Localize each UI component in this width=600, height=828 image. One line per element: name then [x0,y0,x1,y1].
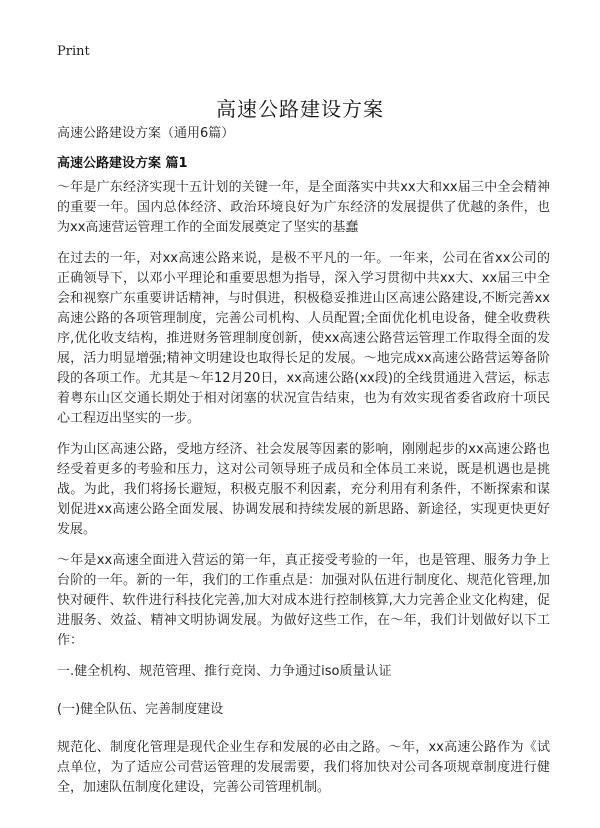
section-heading: 高速公路建设方案 篇1 [57,156,188,171]
paragraph-3: 作为山区高速公路，受地方经济、社会发展等因素的影响，刚刚起步的xx高速公路也经受着更多的考验和压力，这对公司领导班子成员和全体员工来说，既是机遇也是挑战。为此，我们将扬长避短，积极克服不利因素，充分利用有利条件，不断探索和谋划促进xx高速公路全面发展、协调发展和持续发展的新思路、新途径，实现更快更好发展。 [57,442,550,537]
paragraph-5: 规范化、制度化管理是现代企业生存和发展的必由之路。～年，xx高速公路作为《试点单位，为了适应公司营运管理的发展需要，我们将加快对公司各项规章制度进行健全，加速队伍制度化建设，完善公司管理机制。 [57,740,550,795]
document-subtitle: 高速公路建设方案（通用6篇） [57,126,235,141]
paragraph-1: ～年是广东经济实现十五计划的关键一年，是全面落实中共xx大和xx届三中全会精神的重要一年。国内总体经济、政治环境良好为广东经济的发展提供了优越的条件，也为xx高速营运管理工作的全面发展奠定了坚实的基蠢 [57,180,550,235]
list-heading-2: (一)健全队伍、完善制度建设 [57,702,224,717]
document-body [57,178,550,809]
paragraph-2: 在过去的一年，对xx高速公路来说，是极不平凡的一年。一年来，公司在省xx公司的正确领导下，以邓小平理论和重要思想为指导，深入学习贯彻中共xx大、xx届三中全会和视察广东重要讲话精神，与时俱进，积极稳妥推进山区高速公路建设,不断完善xx高速公路的各项管理制度，完善公司机构、人员配置;全面优化机电设备，健全收费秩序,优化收支结构，推进财务管理制度创新，使xx高速公路营运管理工作取得全面的发展，活力明显增强;精神文明建设也取得长足的发展。～地完成xx高速公路营运筹备阶段的各项工作。尤其是～年12月20日，xx高速公路(xx段)的全线贯通进入营运，标志着粤东山区交通长期处于相对闭塞的状况宣告结束，也为有效实现省委省政府十项民心工程迈出坚实的一步。 [57,251,550,426]
paragraph-4: ～年是xx高速全面进入营运的第一年，真正接受考验的一年，也是管理、服务力争上台阶的一年。新的一年，我们的工作重点是：加强对队伍进行制度化、规范化管理,加快对硬件、软件进行科技化完善,加大对成本进行控制核算,大力完善企业文化构建，促进服务、效益、精神文明协调发展。为做好这些工作，在～年，我们计划做好以下工作： [57,553,550,648]
page-title: 高速公路建设方案 [216,97,384,122]
print-link[interactable]: Print [57,44,90,59]
list-heading-1: 一.健全机构、规范管理、推行竞岗、力争通过iso质量认证 [57,664,392,679]
